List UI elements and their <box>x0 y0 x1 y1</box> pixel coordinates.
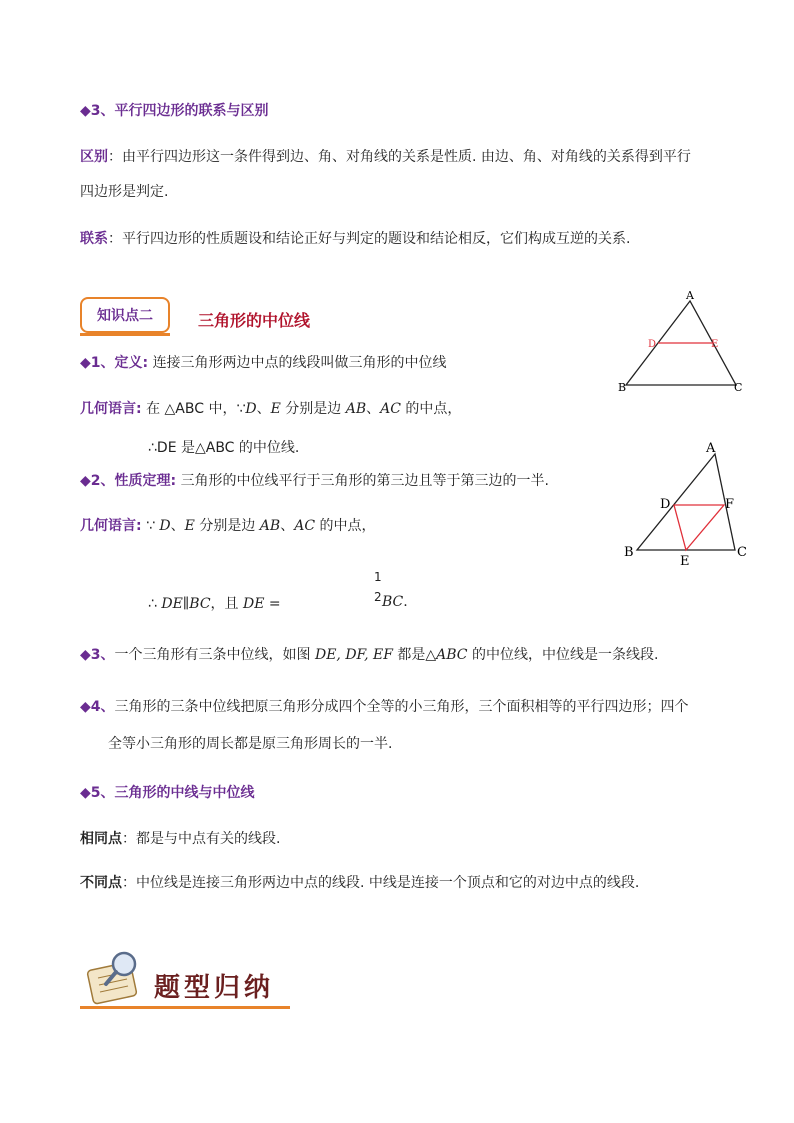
point-3-triangle: △ABC <box>425 647 468 663</box>
geo1-sep1: 、 <box>256 401 271 417</box>
geo2-sep1: 、 <box>170 518 185 534</box>
knowledge-point-title: 三角形的中位线 <box>198 311 311 330</box>
difference-label: 区别 <box>80 149 108 165</box>
bc-text: BC <box>382 594 404 610</box>
geometry-conclusion-1: ∴DE 是△ABC 的中位线. <box>148 440 300 456</box>
label-e: E <box>711 339 719 350</box>
point-4-text-2: 全等小三角形的周长都是原三角形周长的一半. <box>108 736 393 752</box>
geo2-side-ab: AB <box>259 518 281 534</box>
label-c-2: C <box>737 545 747 560</box>
label-d: D <box>648 339 657 350</box>
geometry-conclusion-2 <box>148 593 281 613</box>
geometry-label-1: 几何语言: <box>80 401 142 417</box>
theorem-line <box>80 470 549 490</box>
label-b: B <box>618 381 627 394</box>
geo1-mid: 分别是边 <box>280 401 346 417</box>
point-3-label: ◆3、 <box>80 647 115 663</box>
triangle-midline-figure <box>610 285 760 395</box>
midline-triangle-def <box>674 505 724 550</box>
link-paragraph <box>80 228 630 248</box>
section-3-title: ◆3、平行四边形的联系与区别 <box>80 103 269 119</box>
question-types-banner: 题型归纳 <box>154 973 275 1003</box>
geo1-side-ab: AB <box>345 401 367 417</box>
label-a-2: A <box>706 441 716 456</box>
geo2-premise: ∵ <box>146 518 160 534</box>
fraction-numerator: 1 <box>374 570 382 584</box>
and-text: ，且 <box>210 596 243 612</box>
geometry-language-2 <box>80 515 375 535</box>
de-parallel-bc: DE∥BC <box>161 596 211 612</box>
theorem-label: ◆2、性质定理: <box>80 473 177 489</box>
diff-point-label: 不同点 <box>80 875 122 891</box>
point-4-text-1: 三角形的三条中位线把原三角形分成四个全等的小三角形，三个面积相等的平行四边形；四个 <box>114 699 689 715</box>
therefore-symbol: ∴ <box>148 596 162 612</box>
geo2-end: 的中点， <box>315 518 376 534</box>
difference-text-2: 四边形是判定. <box>80 184 169 200</box>
label-d-2: D <box>660 497 671 512</box>
geometry-label-2: 几何语言: <box>80 518 142 534</box>
label-f-2: F <box>725 497 735 512</box>
geo2-sep2: 、 <box>280 518 295 534</box>
label-c: C <box>734 381 743 394</box>
difference-text-1: ：由平行四边形这一条件得到边、角、对角线的关系是性质. 由边、角、对角线的关系得到平行 <box>108 149 691 165</box>
diff-point-line <box>80 872 639 892</box>
definition-text: 连接三角形两边中点的线段叫做三角形的中位线 <box>152 355 447 371</box>
same-point-label: 相同点 <box>80 831 122 847</box>
geo2-mid: 分别是边 <box>194 518 260 534</box>
label-a: A <box>686 289 694 302</box>
triangle-abc-2 <box>637 454 735 550</box>
knowledge-point-badge: 知识点二 <box>80 297 170 333</box>
point-3-text-a: 一个三角形有三条中位线，如图 <box>114 647 315 663</box>
geo1-premise: 在 △ABC 中，∵ <box>146 401 246 417</box>
geo1-point-d: D <box>245 401 257 417</box>
bc-period: . <box>403 594 408 610</box>
notebook-magnifier-icon <box>84 948 154 1008</box>
geo1-side-ac: AC <box>380 401 401 417</box>
de-equals: DE = <box>242 596 281 612</box>
link-label: 联系 <box>80 231 108 247</box>
fraction-denominator: 2 <box>374 590 382 604</box>
geo2-side-ac: AC <box>294 518 316 534</box>
point-3-text-b: 都是 <box>392 647 426 663</box>
geo1-sep2: 、 <box>366 401 381 417</box>
point-4-line <box>80 696 689 716</box>
point-5-title: ◆5、三角形的中线与中位线 <box>80 785 255 801</box>
label-e-2: E <box>680 554 690 569</box>
banner-underline <box>80 1006 290 1009</box>
badge-underline <box>80 333 170 336</box>
label-b-2: B <box>624 545 634 560</box>
same-point-text: ：都是与中点有关的线段. <box>122 831 281 847</box>
difference-paragraph <box>80 146 691 166</box>
point-3-midlines: DE, DF, EF <box>314 647 393 663</box>
definition-label: ◆1、定义: <box>80 355 149 371</box>
same-point-line <box>80 828 280 848</box>
point-3-text-c: 的中位线，中位线是一条线段. <box>467 647 659 663</box>
geometry-language-1 <box>80 398 461 418</box>
geo2-point-d: D <box>159 518 171 534</box>
geo2-point-e: E <box>184 518 195 534</box>
bc-term <box>382 594 408 610</box>
diff-point-text: ：中位线是连接三角形两边中点的线段. 中线是连接一个顶点和它的对边中点的线段. <box>122 875 640 891</box>
geo1-point-e: E <box>270 401 281 417</box>
point-4-label: ◆4、 <box>80 699 115 715</box>
three-midlines-figure <box>620 438 760 573</box>
point-3-line <box>80 644 658 664</box>
definition-line <box>80 352 447 372</box>
link-text: ：平行四边形的性质题设和结论正好与判定的题设和结论相反，它们构成互逆的关系. <box>108 231 631 247</box>
theorem-text: 三角形的中位线平行于三角形的第三边且等于第三边的一半. <box>180 473 550 489</box>
geo1-end: 的中点， <box>400 401 462 417</box>
